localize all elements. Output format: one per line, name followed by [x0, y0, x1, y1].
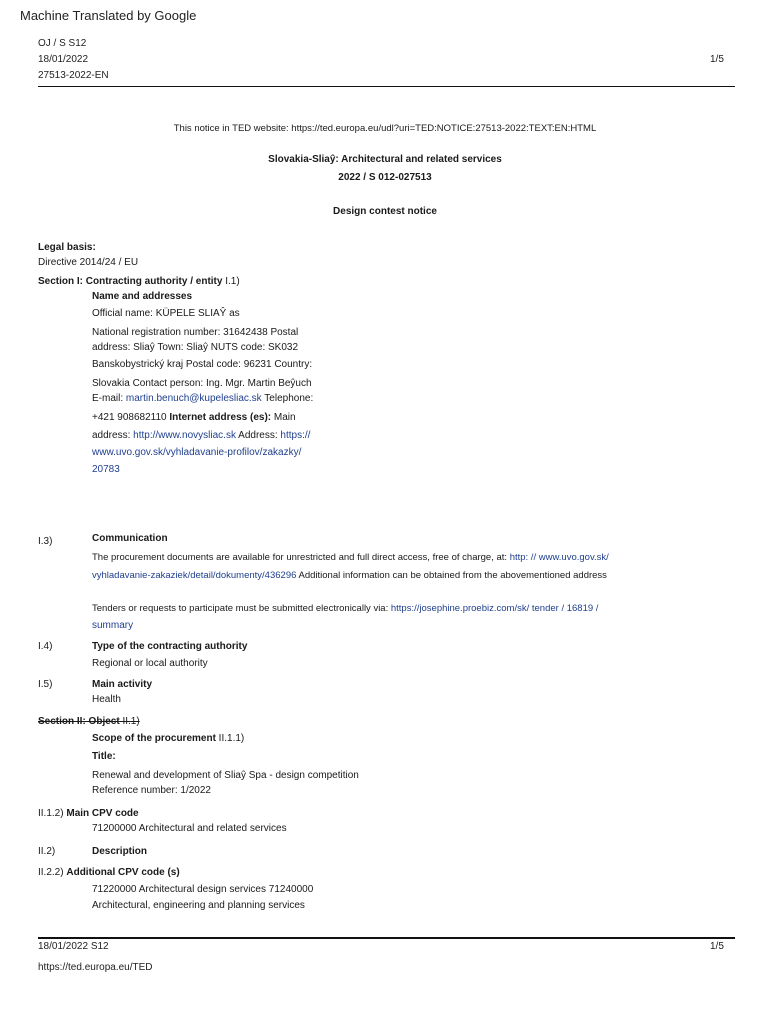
telephone-line [92, 412, 296, 423]
main-label: Main [271, 412, 296, 423]
email-prefix: E-mail: [92, 393, 126, 404]
email-link[interactable]: martin.benuch@kupelesliac.sk [125, 393, 262, 404]
telephone-number: +421 908682110 [92, 412, 170, 423]
section-1-code: I.1) [222, 276, 240, 287]
address-label: Address: [235, 430, 281, 441]
description-code: II.2) [38, 846, 56, 857]
scope-line [92, 733, 244, 744]
legal-basis-label: Legal basis: [38, 242, 96, 253]
reference-number: Reference number: 1/2022 [92, 785, 211, 796]
footer-url[interactable]: https://ted.europa.eu/TED [38, 962, 153, 973]
authority-type-code: I.4) [38, 641, 53, 652]
address-prefix: address: [92, 430, 134, 441]
header-divider [38, 86, 735, 87]
main-activity-code: I.5) [38, 679, 53, 690]
communication-code: I.3) [38, 536, 53, 547]
communication-label: Communication [92, 533, 168, 544]
contact-line: Slovakia Contact person: Ing. Mgr. Martin Beŷuch [92, 378, 312, 389]
section-2-title: Section II: Object [38, 716, 120, 727]
procurement-docs-link-cont[interactable]: vyhladavanie-zakaziek/detail/dokumenty/436296 [92, 570, 297, 581]
procurement-docs-link[interactable]: http: // www.uvo.gov.sk/ [509, 552, 609, 563]
document-reference: 2022 / S 012-027513 [338, 172, 432, 183]
tenders-link-cont[interactable]: summary [92, 620, 134, 631]
additional-cpv-label: Additional CPV code (s) [66, 867, 180, 878]
footer-divider [38, 937, 735, 939]
footer-date: 18/01/2022 S12 [38, 941, 109, 952]
additional-cpv-line [38, 867, 180, 878]
document-id: 27513-2022-EN [38, 70, 109, 81]
section-1-heading [38, 276, 240, 287]
procurement-docs-line-2 [92, 570, 607, 581]
notice-type: Design contest notice [333, 206, 437, 217]
tenders-text: Tenders or requests to participate must be submitted electronically via: [92, 603, 391, 614]
document-title: Slovakia-Sliaŷ: Architectural and related services [268, 154, 502, 165]
main-cpv-label: Main CPV code [66, 808, 139, 819]
legal-basis-value: Directive 2014/24 / EU [38, 257, 139, 268]
profile-link-part2[interactable]: www.uvo.gov.sk/vyhladavanie-profilov/zakazky/ [92, 447, 302, 458]
scope-code: II.1.1) [215, 733, 245, 744]
additional-cpv-value: 71220000 Architectural design services 71240000 [92, 884, 314, 895]
main-address-line [92, 430, 310, 441]
profile-link-part1[interactable]: https:// [280, 430, 311, 441]
ted-notice-link[interactable]: This notice in TED website: https://ted.europa.eu/udl?uri=TED:NOTICE:27513-2022:TEXT:EN:HTML [173, 123, 597, 134]
journal-reference: OJ / S S12 [38, 38, 87, 49]
title-label: Title: [92, 751, 116, 762]
procurement-docs-line [92, 552, 609, 563]
main-activity-value: Health [92, 694, 121, 705]
footer-page-number: 1/5 [710, 941, 724, 952]
tenders-link[interactable]: https://josephine.proebiz.com/sk/ tender / 16819 / [390, 603, 599, 614]
page-number: 1/5 [710, 54, 724, 65]
main-cpv-line [38, 808, 139, 819]
address-line: address: Sliaŷ Town: Sliaŷ NUTS code: SK032 [92, 342, 299, 353]
profile-link-part3[interactable]: 20783 [92, 464, 120, 475]
publication-date: 18/01/2022 [38, 54, 89, 65]
additional-info-text: Additional information can be obtained from the abovementioned address [296, 570, 607, 581]
main-address-link[interactable]: http://www.novysliac.sk [133, 430, 236, 441]
authority-type-label: Type of the contracting authority [92, 641, 248, 652]
authority-type-value: Regional or local authority [92, 658, 208, 669]
name-addresses-label: Name and addresses [92, 291, 193, 302]
title-value: Renewal and development of Sliaŷ Spa - design competition [92, 770, 359, 781]
address-line: Banskobystrický kraj Postal code: 96231 Country: [92, 359, 313, 370]
additional-cpv-code: II.2.2) [38, 867, 67, 878]
telephone-label: Telephone: [261, 393, 314, 404]
main-activity-label: Main activity [92, 679, 153, 690]
internet-address-label: Internet address (es): [169, 412, 272, 423]
main-cpv-code: II.1.2) [38, 808, 67, 819]
description-label: Description [92, 846, 148, 857]
section-2-code: II.1) [119, 716, 140, 727]
section-2-heading [38, 716, 140, 727]
procurement-docs-text: The procurement documents are available for unrestricted and full direct access, free of charge, at: [92, 552, 510, 563]
additional-cpv-value: Architectural, engineering and planning services [92, 900, 305, 911]
official-name: Official name: KÜPELE SLIAŶ as [92, 308, 240, 319]
main-cpv-value: 71200000 Architectural and related services [92, 823, 287, 834]
tenders-line [92, 603, 598, 614]
section-1-title: Section I: Contracting authority / entity [38, 276, 223, 287]
machine-translation-label: Machine Translated by Google [20, 8, 197, 23]
scope-label: Scope of the procurement [92, 733, 216, 744]
address-line: National registration number: 31642438 Postal [92, 327, 299, 338]
email-line [92, 393, 313, 404]
